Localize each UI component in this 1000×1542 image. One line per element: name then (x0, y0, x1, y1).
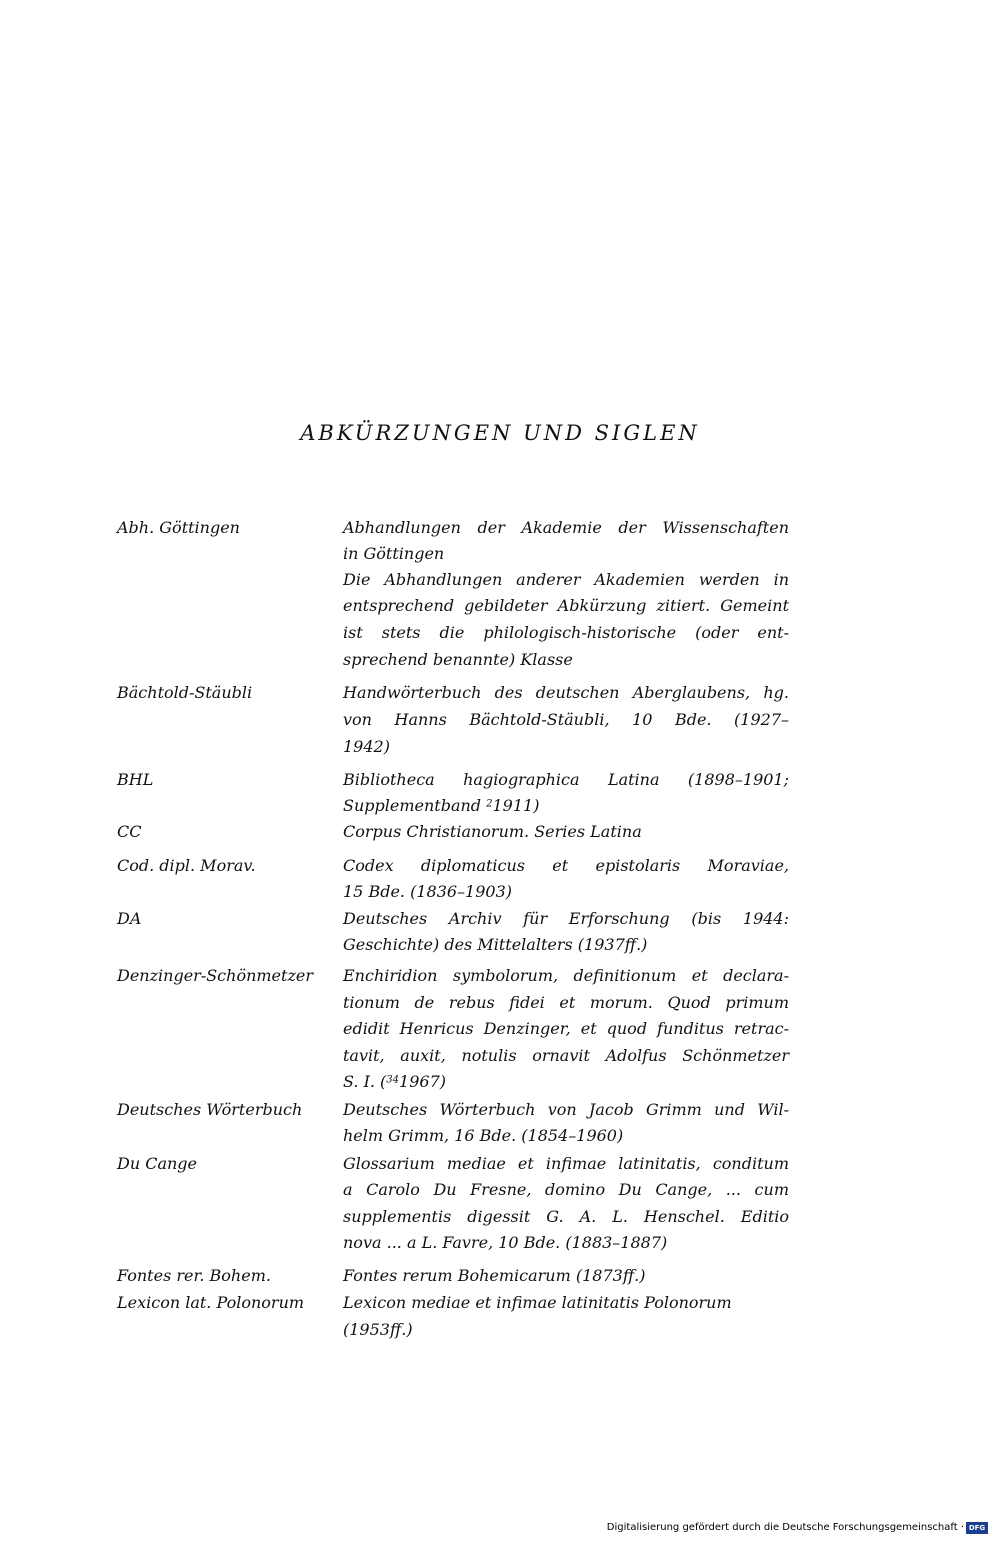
definition-text: S. I. ( (343, 1072, 387, 1091)
entry-definition-line: Enchiridion symbolorum, definitionum et declara- (343, 966, 789, 985)
entry-term-denzinger-schoenmetzer: Denzinger-Schönmetzer (117, 966, 313, 985)
entry-term-bhl: BHL (117, 770, 154, 789)
entry-definition-line: Corpus Christianorum. Series Latina (343, 822, 642, 841)
entry-term-baechtold-staeubli: Bächtold-Stäubli (117, 683, 253, 702)
entry-definition-line: in Göttingen (343, 544, 445, 563)
entry-term-du-cange: Du Cange (117, 1154, 198, 1173)
entry-definition-line: von Hanns Bächtold-Stäubli, 10 Bde. (1927– (343, 710, 789, 729)
entry-definition-line: (1953ff.) (343, 1320, 413, 1339)
definition-text: 1911) (492, 796, 540, 815)
entry-definition-line: sprechend benannte) Klasse (343, 650, 573, 669)
entry-definition-line: tionum de rebus fidei et morum. Quod primum (343, 993, 789, 1012)
entry-definition-line: entsprechend gebildeter Abkürzung zitiert. Gemeint (343, 596, 789, 615)
entry-definition-line: Handwörterbuch des deutschen Aberglaubens, hg. (343, 683, 789, 702)
entry-definition-line: Codex diplomaticus et epistolaris Moraviae, (343, 856, 789, 875)
entry-definition-line: supplementis digessit G. A. L. Henschel. Editio (343, 1207, 789, 1226)
entry-definition-line: a Carolo Du Fresne, domino Du Cange, ... cum (343, 1180, 789, 1199)
entry-term-da: DA (117, 909, 142, 928)
digitization-footer (600, 1519, 990, 1537)
entry-definition-line: Glossarium mediae et infimae latinitatis, conditum (343, 1154, 789, 1173)
entry-definition-line: Geschichte) des Mittelalters (1937ff.) (343, 935, 648, 954)
entry-definition-line (343, 793, 789, 819)
entry-definition-line: edidit Henricus Denzinger, et quod funditus retrac- (343, 1019, 789, 1038)
edition-superscript: 34 (386, 1074, 400, 1086)
edition-superscript: 2 (486, 798, 493, 810)
entry-definition-line: 1942) (343, 737, 390, 756)
page-title: ABKÜRZUNGEN UND SIGLEN (300, 421, 700, 445)
entry-definition-line: ist stets die philologisch-historische (oder ent- (343, 623, 789, 642)
entry-definition-line: Fontes rerum Bohemicarum (1873ff.) (343, 1266, 646, 1285)
entry-definition-line: tavit, auxit, notulis ornavit Adolfus Schönmetzer (343, 1046, 789, 1065)
entry-term-lexicon-lat-polonorum: Lexicon lat. Polonorum (117, 1293, 305, 1312)
entry-definition-line: 15 Bde. (1836–1903) (343, 882, 513, 901)
entry-definition-line: Deutsches Wörterbuch von Jacob Grimm und Wil- (343, 1100, 789, 1119)
footer-credit-text: Digitalisierung gefördert durch die Deutsche Forschungsgemeinschaft · (606, 1522, 964, 1533)
entry-definition-line: nova ... a L. Favre, 10 Bde. (1883–1887) (343, 1233, 668, 1252)
entry-definition-line: Die Abhandlungen anderer Akademien werden in (343, 570, 789, 589)
entry-definition-line (343, 1069, 789, 1095)
entry-definition-line: helm Grimm, 16 Bde. (1854–1960) (343, 1126, 624, 1145)
dfg-logo: DFG (966, 1522, 988, 1534)
entry-definition-line: Deutsches Archiv für Erforschung (bis 1944: (343, 909, 789, 928)
definition-text: Supplementband (343, 796, 487, 815)
definition-text: 1967) (399, 1072, 446, 1091)
entry-term-cod-dipl-morav: Cod. dipl. Morav. (117, 856, 256, 875)
entry-term-fontes-rer-bohem: Fontes rer. Bohem. (117, 1266, 271, 1285)
entry-definition-line: Abhandlungen der Akademie der Wissenschaften (343, 518, 789, 537)
entry-term-abh-goettingen: Abh. Göttingen (117, 518, 240, 537)
entry-definition-line: Lexicon mediae et infimae latinitatis Polonorum (343, 1293, 732, 1312)
entry-term-cc: CC (117, 822, 142, 841)
entry-term-deutsches-woerterbuch: Deutsches Wörterbuch (117, 1100, 303, 1119)
entry-definition-line: Bibliotheca hagiographica Latina (1898–1901; (343, 770, 789, 789)
